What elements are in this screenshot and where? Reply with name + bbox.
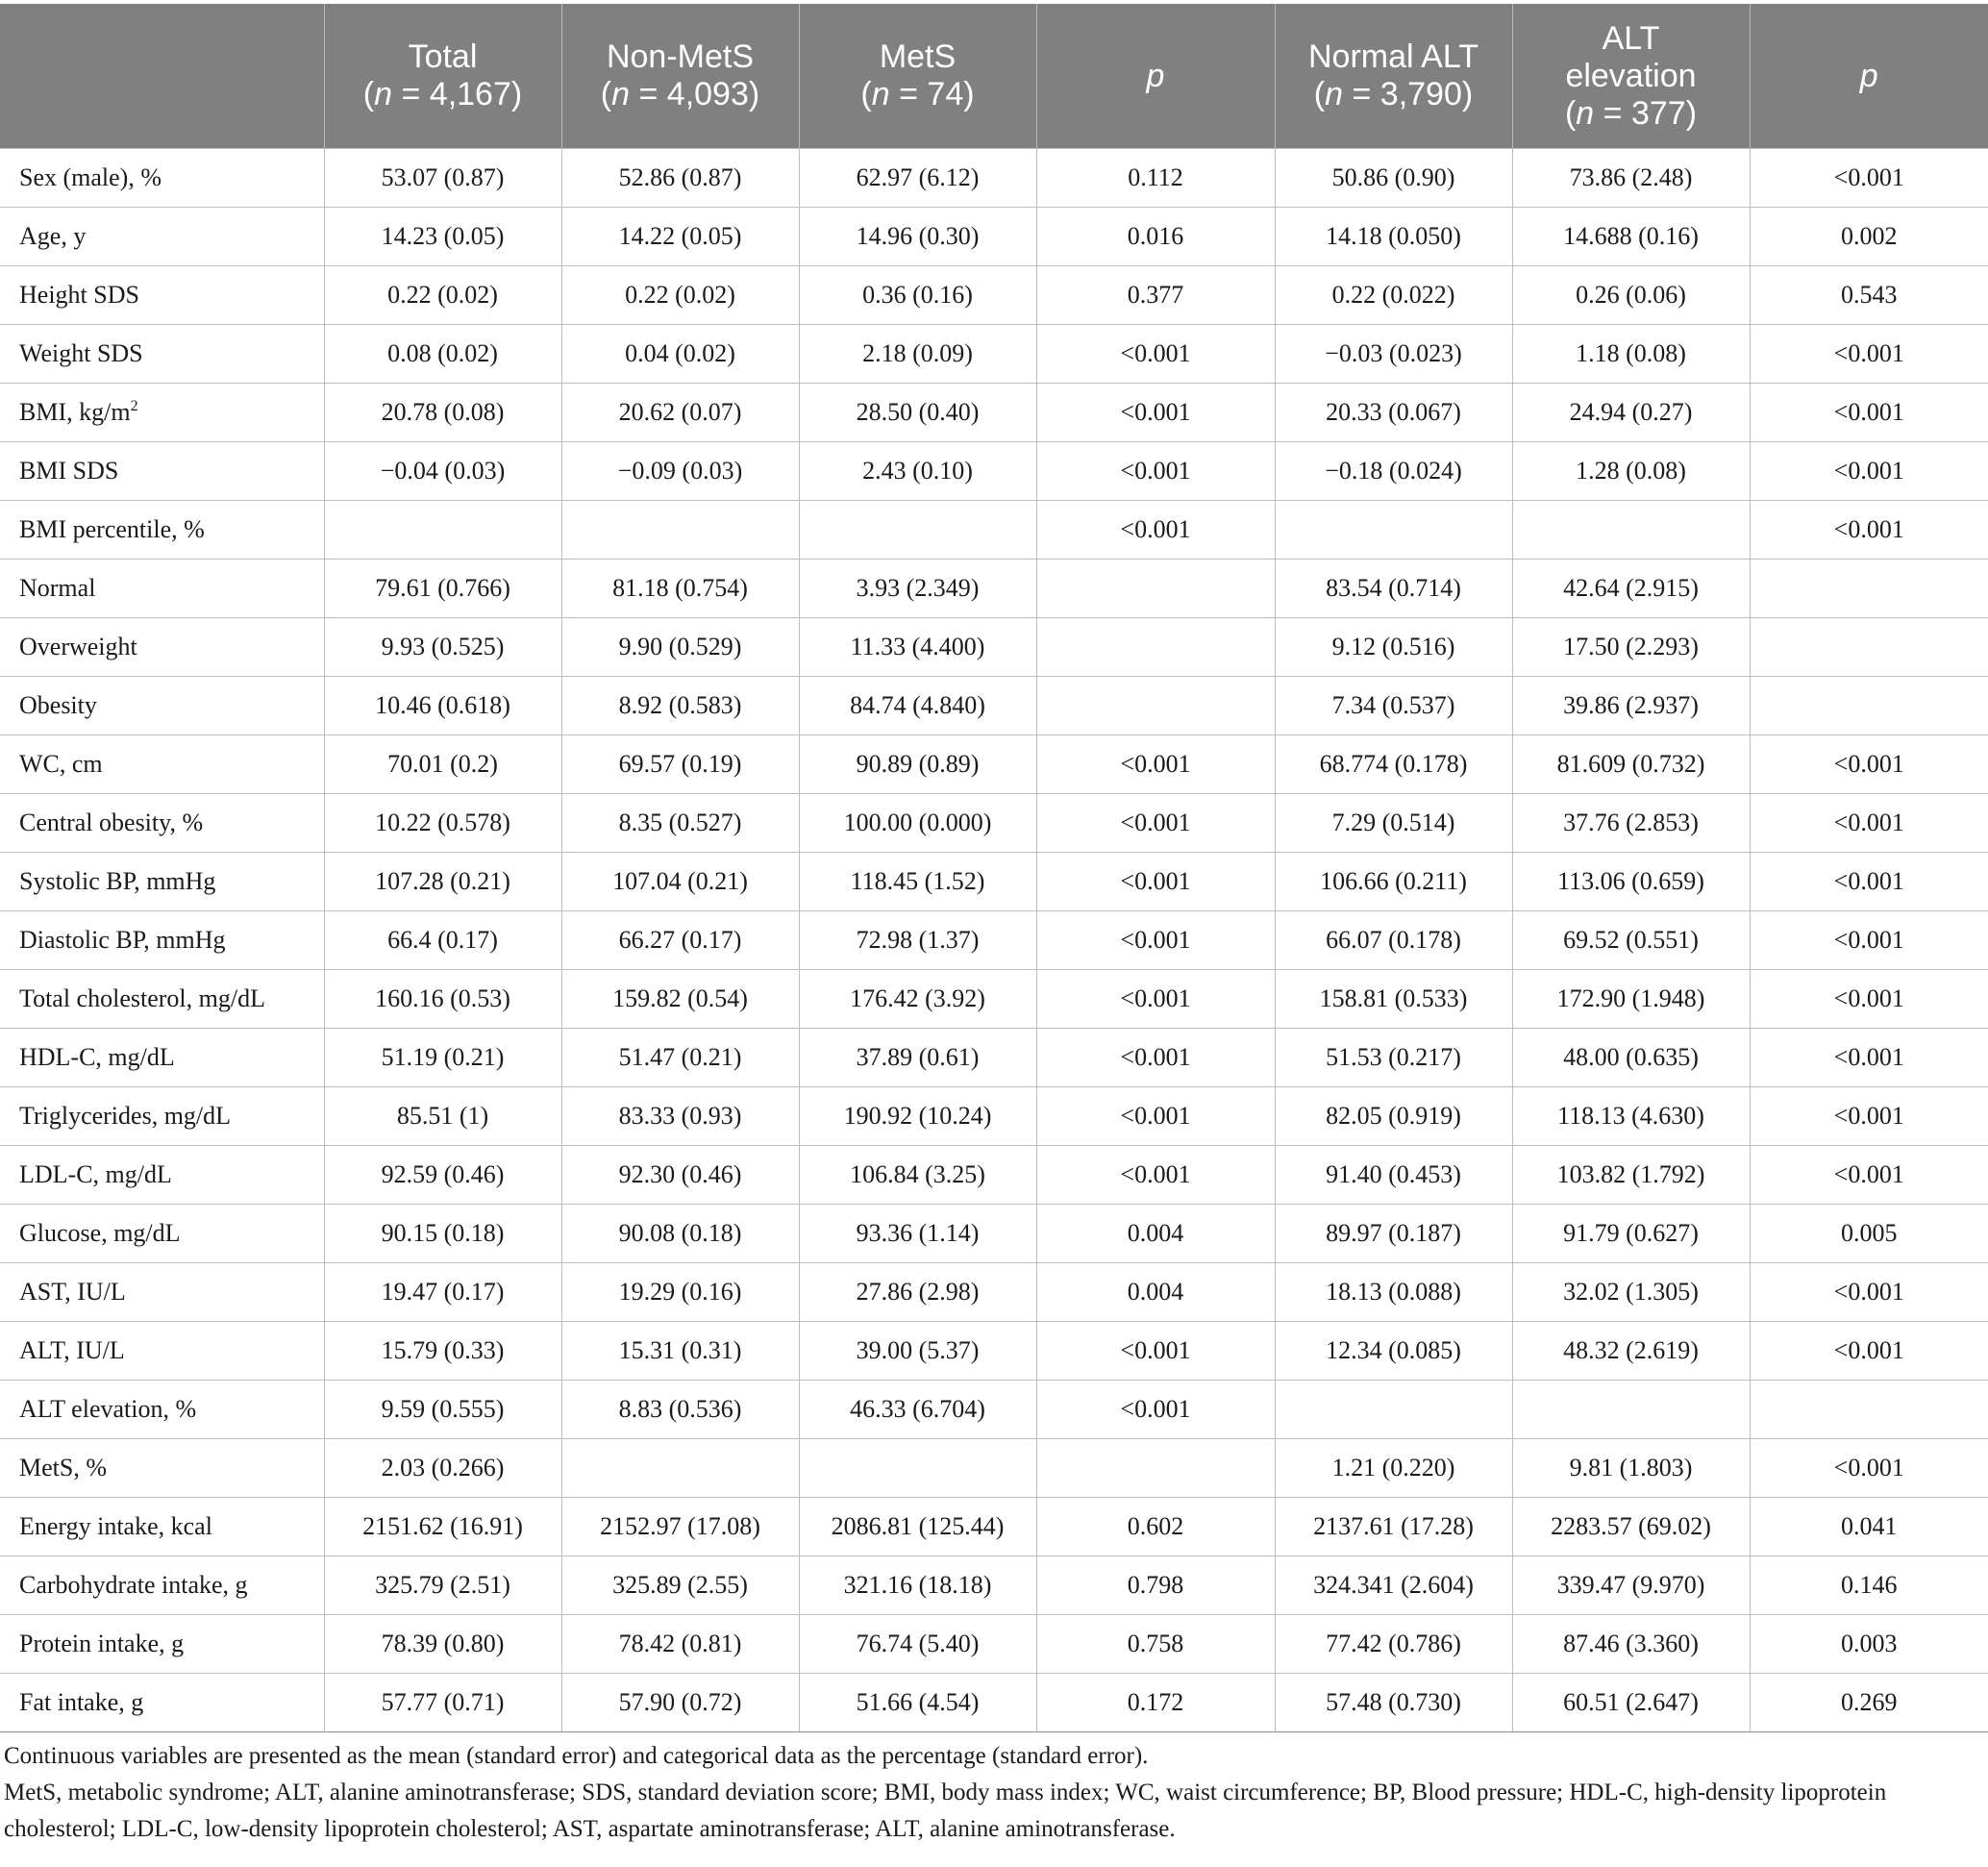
table-cell: 39.86 (2.937) — [1512, 677, 1750, 735]
table-cell: 158.81 (0.533) — [1275, 970, 1512, 1029]
row-label-superscript: 2 — [130, 398, 138, 414]
table-cell: 8.83 (0.536) — [561, 1381, 799, 1439]
table-cell — [1036, 677, 1275, 735]
table-cell: 37.89 (0.61) — [799, 1029, 1036, 1087]
table-cell — [1512, 501, 1750, 560]
table-cell: 0.269 — [1750, 1674, 1988, 1732]
row-label — [0, 1263, 324, 1322]
table-cell: 81.609 (0.732) — [1512, 735, 1750, 794]
table-cell: 60.51 (2.647) — [1512, 1674, 1750, 1732]
row-label — [0, 1322, 324, 1381]
table-cell: 0.004 — [1036, 1205, 1275, 1263]
table-cell: 0.758 — [1036, 1615, 1275, 1674]
table-cell: 100.00 (0.000) — [799, 794, 1036, 853]
row-label-text: AST, IU/L — [19, 1278, 126, 1306]
table-row — [0, 1205, 1988, 1263]
table-cell: 32.02 (1.305) — [1512, 1263, 1750, 1322]
table-cell: 118.45 (1.52) — [799, 853, 1036, 911]
row-label-text: MetS, % — [19, 1454, 107, 1481]
table-cell: <0.001 — [1750, 384, 1988, 442]
row-label-text: Weight SDS — [19, 339, 143, 367]
column-header-1 — [324, 4, 561, 149]
table-cell: 77.42 (0.786) — [1275, 1615, 1512, 1674]
table-row — [0, 1029, 1988, 1087]
table-body — [0, 149, 1988, 1732]
table-row — [0, 1322, 1988, 1381]
table-cell: 57.48 (0.730) — [1275, 1674, 1512, 1732]
table-cell: 10.22 (0.578) — [324, 794, 561, 853]
table-row — [0, 1615, 1988, 1674]
table-cell: 70.01 (0.2) — [324, 735, 561, 794]
table-cell: 172.90 (1.948) — [1512, 970, 1750, 1029]
row-label-text: Sex (male), % — [19, 163, 162, 191]
table-cell: 87.46 (3.360) — [1512, 1615, 1750, 1674]
table-cell: 113.06 (0.659) — [1512, 853, 1750, 911]
table-row — [0, 1263, 1988, 1322]
column-header-7 — [1750, 4, 1988, 149]
table-row — [0, 1674, 1988, 1732]
table-cell: 92.30 (0.46) — [561, 1146, 799, 1205]
table-cell: 9.81 (1.803) — [1512, 1439, 1750, 1498]
table-cell: 50.86 (0.90) — [1275, 149, 1512, 208]
column-header-line: p — [1859, 57, 1878, 94]
table-cell: 52.86 (0.87) — [561, 149, 799, 208]
table-cell: 78.39 (0.80) — [324, 1615, 561, 1674]
table-cell: <0.001 — [1750, 1146, 1988, 1205]
table-cell: 85.51 (1) — [324, 1087, 561, 1146]
table-cell: <0.001 — [1750, 325, 1988, 384]
row-label-text: ALT, IU/L — [19, 1336, 125, 1364]
table-cell: 66.07 (0.178) — [1275, 911, 1512, 970]
table-cell: 0.112 — [1036, 149, 1275, 208]
table-cell: 7.34 (0.537) — [1275, 677, 1512, 735]
table-cell: <0.001 — [1036, 1322, 1275, 1381]
row-label — [0, 384, 324, 442]
table-cell: 39.00 (5.37) — [799, 1322, 1036, 1381]
table-header-row — [0, 4, 1988, 149]
table-cell: 57.77 (0.71) — [324, 1674, 561, 1732]
row-label — [0, 735, 324, 794]
table-cell: 20.33 (0.067) — [1275, 384, 1512, 442]
table-cell: 9.59 (0.555) — [324, 1381, 561, 1439]
table-cell: 14.688 (0.16) — [1512, 208, 1750, 266]
column-header-5 — [1275, 4, 1512, 149]
table-cell: 107.28 (0.21) — [324, 853, 561, 911]
table-cell: 14.96 (0.30) — [799, 208, 1036, 266]
row-label-text: BMI SDS — [19, 457, 119, 485]
table-cell: 42.64 (2.915) — [1512, 560, 1750, 618]
column-header-line: ALT — [1602, 19, 1660, 57]
column-header-line: (n = 377) — [1564, 94, 1698, 132]
table-cell: 37.76 (2.853) — [1512, 794, 1750, 853]
row-label-text: Total cholesterol, mg/dL — [19, 984, 265, 1012]
table-cell: 0.172 — [1036, 1674, 1275, 1732]
table-cell: −0.18 (0.024) — [1275, 442, 1512, 501]
row-label — [0, 1146, 324, 1205]
table-cell — [1750, 1381, 1988, 1439]
table-cell: 2137.61 (17.28) — [1275, 1498, 1512, 1556]
row-label — [0, 1556, 324, 1615]
table-cell: <0.001 — [1750, 442, 1988, 501]
table-cell: <0.001 — [1036, 1381, 1275, 1439]
table-cell: <0.001 — [1750, 1263, 1988, 1322]
table-cell — [324, 501, 561, 560]
table-cell — [1036, 560, 1275, 618]
table-cell: 103.82 (1.792) — [1512, 1146, 1750, 1205]
table-cell: <0.001 — [1036, 853, 1275, 911]
column-header-line: elevation — [1565, 57, 1697, 94]
table-row — [0, 501, 1988, 560]
table-cell: 12.34 (0.085) — [1275, 1322, 1512, 1381]
table-cell: 0.146 — [1750, 1556, 1988, 1615]
table-cell: 27.86 (2.98) — [799, 1263, 1036, 1322]
table-cell — [799, 1439, 1036, 1498]
row-label — [0, 149, 324, 208]
table-footnotes — [0, 1732, 1988, 1848]
table-cell: 325.89 (2.55) — [561, 1556, 799, 1615]
row-label — [0, 1381, 324, 1439]
table-cell: <0.001 — [1036, 794, 1275, 853]
table-row — [0, 911, 1988, 970]
table-cell: <0.001 — [1750, 1029, 1988, 1087]
table-cell: 90.08 (0.18) — [561, 1205, 799, 1263]
column-header-line: Non-MetS — [606, 38, 755, 75]
column-header-line: p — [1146, 57, 1165, 94]
table-cell: 46.33 (6.704) — [799, 1381, 1036, 1439]
table-cell: 0.016 — [1036, 208, 1275, 266]
table-cell: 81.18 (0.754) — [561, 560, 799, 618]
row-label — [0, 208, 324, 266]
row-label-text: Age, y — [19, 222, 87, 250]
table-cell: <0.001 — [1750, 1322, 1988, 1381]
table-cell: 48.00 (0.635) — [1512, 1029, 1750, 1087]
table-cell: 51.66 (4.54) — [799, 1674, 1036, 1732]
table-cell: 160.16 (0.53) — [324, 970, 561, 1029]
table-cell: 93.36 (1.14) — [799, 1205, 1036, 1263]
column-header-4 — [1036, 4, 1275, 149]
row-label — [0, 618, 324, 677]
table-row — [0, 1087, 1988, 1146]
table-cell: 118.13 (4.630) — [1512, 1087, 1750, 1146]
table-cell — [1036, 1439, 1275, 1498]
table-cell: 0.22 (0.02) — [324, 266, 561, 325]
table-cell: 51.19 (0.21) — [324, 1029, 561, 1087]
row-label-text: Glucose, mg/dL — [19, 1219, 181, 1247]
table-row — [0, 1381, 1988, 1439]
row-label — [0, 970, 324, 1029]
row-label-text: Obesity — [19, 691, 97, 719]
table-cell: 0.002 — [1750, 208, 1988, 266]
table-cell — [561, 501, 799, 560]
table-cell: 0.08 (0.02) — [324, 325, 561, 384]
table-cell: 0.602 — [1036, 1498, 1275, 1556]
table-cell: 83.33 (0.93) — [561, 1087, 799, 1146]
column-header-line: (n = 74) — [860, 76, 975, 112]
table-cell: 0.798 — [1036, 1556, 1275, 1615]
row-label-text: Energy intake, kcal — [19, 1512, 212, 1540]
row-label-text: HDL-C, mg/dL — [19, 1043, 175, 1071]
table-cell: 11.33 (4.400) — [799, 618, 1036, 677]
table-cell: 66.4 (0.17) — [324, 911, 561, 970]
table-cell: 79.61 (0.766) — [324, 560, 561, 618]
table-cell: 20.78 (0.08) — [324, 384, 561, 442]
table-row — [0, 442, 1988, 501]
table-cell: 18.13 (0.088) — [1275, 1263, 1512, 1322]
table-row — [0, 560, 1988, 618]
row-label-text: WC, cm — [19, 750, 103, 778]
table-cell: 8.92 (0.583) — [561, 677, 799, 735]
table-cell: 0.22 (0.02) — [561, 266, 799, 325]
table-row — [0, 618, 1988, 677]
footnote-presentation: Continuous variables are presented as the mean (standard error) and categorical data as the percentage (standard error). — [4, 1743, 1149, 1769]
column-header-line: Normal ALT — [1308, 38, 1479, 75]
table-cell: 0.041 — [1750, 1498, 1988, 1556]
table-cell: 82.05 (0.919) — [1275, 1087, 1512, 1146]
table-container — [0, 4, 1988, 1848]
table-cell: <0.001 — [1036, 1029, 1275, 1087]
table-cell: 1.21 (0.220) — [1275, 1439, 1512, 1498]
table-cell: <0.001 — [1750, 735, 1988, 794]
row-label-text: BMI percentile, % — [19, 515, 205, 543]
table-cell: 91.40 (0.453) — [1275, 1146, 1512, 1205]
row-label-text: LDL-C, mg/dL — [19, 1160, 172, 1188]
table-row — [0, 325, 1988, 384]
table-cell: 15.31 (0.31) — [561, 1322, 799, 1381]
table-row — [0, 1439, 1988, 1498]
table-cell: <0.001 — [1750, 970, 1988, 1029]
column-header-line: Total — [408, 38, 478, 75]
table-cell: 2.03 (0.266) — [324, 1439, 561, 1498]
table-cell: 106.84 (3.25) — [799, 1146, 1036, 1205]
footnote-abbreviations: MetS, metabolic syndrome; ALT, alanine aminotransferase; SDS, standard deviation score; BMI, body mass index; WC, waist circumference; BP, Blood pressure; HDL-C, high-density lipoprotein cholesterol; LDL-C, low-density lipoprotein cholesterol; AST, aspartate aminotransferase; ALT, alanine aminotransferase. — [4, 1780, 1887, 1842]
table-cell: 19.29 (0.16) — [561, 1263, 799, 1322]
table-cell: 48.32 (2.619) — [1512, 1322, 1750, 1381]
table-cell: 53.07 (0.87) — [324, 149, 561, 208]
table-cell — [1750, 677, 1988, 735]
row-label-text: Height SDS — [19, 281, 139, 309]
table-cell: 90.89 (0.89) — [799, 735, 1036, 794]
table-row — [0, 149, 1988, 208]
table-cell — [1036, 618, 1275, 677]
table-row — [0, 677, 1988, 735]
row-label — [0, 1674, 324, 1732]
table-cell: <0.001 — [1750, 911, 1988, 970]
table-cell: 9.90 (0.529) — [561, 618, 799, 677]
table-cell: 0.005 — [1750, 1205, 1988, 1263]
table-cell: 3.93 (2.349) — [799, 560, 1036, 618]
table-cell: −0.04 (0.03) — [324, 442, 561, 501]
column-header-line: MetS — [879, 38, 957, 75]
row-label-text: Protein intake, g — [19, 1630, 185, 1657]
table-cell: 51.47 (0.21) — [561, 1029, 799, 1087]
table-cell: 84.74 (4.840) — [799, 677, 1036, 735]
table-cell: 92.59 (0.46) — [324, 1146, 561, 1205]
row-label-text: Carbohydrate intake, g — [19, 1571, 248, 1599]
table-cell: 91.79 (0.627) — [1512, 1205, 1750, 1263]
table-cell — [1275, 501, 1512, 560]
row-label — [0, 1205, 324, 1263]
table-cell: 78.42 (0.81) — [561, 1615, 799, 1674]
row-label — [0, 1087, 324, 1146]
table-cell: 28.50 (0.40) — [799, 384, 1036, 442]
table-cell: 73.86 (2.48) — [1512, 149, 1750, 208]
row-label — [0, 266, 324, 325]
table-cell: 106.66 (0.211) — [1275, 853, 1512, 911]
table-cell: 2.18 (0.09) — [799, 325, 1036, 384]
table-cell: 0.22 (0.022) — [1275, 266, 1512, 325]
row-label — [0, 1498, 324, 1556]
table-cell: 14.18 (0.050) — [1275, 208, 1512, 266]
column-header-3 — [799, 4, 1036, 149]
table-row — [0, 266, 1988, 325]
table-cell: <0.001 — [1750, 853, 1988, 911]
table-cell: 8.35 (0.527) — [561, 794, 799, 853]
table-row — [0, 794, 1988, 853]
table-cell: 0.003 — [1750, 1615, 1988, 1674]
table-cell: 1.28 (0.08) — [1512, 442, 1750, 501]
row-label — [0, 501, 324, 560]
row-label-text: Diastolic BP, mmHg — [19, 926, 226, 954]
table-cell: 89.97 (0.187) — [1275, 1205, 1512, 1263]
row-label-text: Central obesity, % — [19, 809, 204, 836]
table-cell — [1750, 618, 1988, 677]
row-label-text: Systolic BP, mmHg — [19, 867, 216, 895]
table-cell: 10.46 (0.618) — [324, 677, 561, 735]
table-cell: <0.001 — [1036, 1087, 1275, 1146]
table-cell: 107.04 (0.21) — [561, 853, 799, 911]
table-row — [0, 853, 1988, 911]
table-cell: <0.001 — [1036, 325, 1275, 384]
table-row — [0, 384, 1988, 442]
table-row — [0, 1146, 1988, 1205]
table-cell: 69.57 (0.19) — [561, 735, 799, 794]
table-cell: 325.79 (2.51) — [324, 1556, 561, 1615]
row-label — [0, 1615, 324, 1674]
table-cell: 20.62 (0.07) — [561, 384, 799, 442]
table-row — [0, 1556, 1988, 1615]
row-label — [0, 442, 324, 501]
table-cell: 1.18 (0.08) — [1512, 325, 1750, 384]
table-cell: 19.47 (0.17) — [324, 1263, 561, 1322]
table-cell: 66.27 (0.17) — [561, 911, 799, 970]
table-cell: 51.53 (0.217) — [1275, 1029, 1512, 1087]
table-cell: 2283.57 (69.02) — [1512, 1498, 1750, 1556]
table-cell: 2086.81 (125.44) — [799, 1498, 1036, 1556]
table-cell: 339.47 (9.970) — [1512, 1556, 1750, 1615]
column-header-2 — [561, 4, 799, 149]
table-cell: 2152.97 (17.08) — [561, 1498, 799, 1556]
table-cell: <0.001 — [1750, 1087, 1988, 1146]
table-cell: 7.29 (0.514) — [1275, 794, 1512, 853]
table-cell: 0.26 (0.06) — [1512, 266, 1750, 325]
table-cell: 2151.62 (16.91) — [324, 1498, 561, 1556]
table-cell — [1275, 1381, 1512, 1439]
table-cell: 69.52 (0.551) — [1512, 911, 1750, 970]
column-header-line: (n = 4,093) — [600, 76, 760, 112]
table-cell: <0.001 — [1036, 442, 1275, 501]
row-label — [0, 1439, 324, 1498]
table-cell: 321.16 (18.18) — [799, 1556, 1036, 1615]
table-cell: 324.341 (2.604) — [1275, 1556, 1512, 1615]
row-label — [0, 1029, 324, 1087]
table-cell: <0.001 — [1036, 501, 1275, 560]
row-label — [0, 853, 324, 911]
row-label-text: Fat intake, g — [19, 1688, 144, 1716]
table-cell: <0.001 — [1750, 1439, 1988, 1498]
row-label — [0, 677, 324, 735]
characteristics-table — [0, 4, 1988, 1732]
table-cell: 159.82 (0.54) — [561, 970, 799, 1029]
table-cell: 83.54 (0.714) — [1275, 560, 1512, 618]
table-cell: 14.23 (0.05) — [324, 208, 561, 266]
table-cell: 190.92 (10.24) — [799, 1087, 1036, 1146]
table-cell: −0.09 (0.03) — [561, 442, 799, 501]
column-header-0 — [0, 4, 324, 149]
table-cell: 24.94 (0.27) — [1512, 384, 1750, 442]
row-label — [0, 325, 324, 384]
table-cell: 62.97 (6.12) — [799, 149, 1036, 208]
table-cell: 90.15 (0.18) — [324, 1205, 561, 1263]
row-label — [0, 794, 324, 853]
table-cell: −0.03 (0.023) — [1275, 325, 1512, 384]
column-header-line: (n = 4,167) — [362, 76, 523, 112]
table-row — [0, 970, 1988, 1029]
table-cell: <0.001 — [1036, 911, 1275, 970]
column-header-6 — [1512, 4, 1750, 149]
row-label-text: Triglycerides, mg/dL — [19, 1102, 232, 1130]
table-cell: 57.90 (0.72) — [561, 1674, 799, 1732]
table-cell — [1750, 560, 1988, 618]
table-cell: 9.12 (0.516) — [1275, 618, 1512, 677]
table-cell: <0.001 — [1750, 501, 1988, 560]
table-cell: <0.001 — [1750, 794, 1988, 853]
table-cell: <0.001 — [1036, 970, 1275, 1029]
table-cell: <0.001 — [1036, 735, 1275, 794]
table-cell: 0.004 — [1036, 1263, 1275, 1322]
table-cell: 72.98 (1.37) — [799, 911, 1036, 970]
table-cell: 0.36 (0.16) — [799, 266, 1036, 325]
table-cell: 76.74 (5.40) — [799, 1615, 1036, 1674]
table-cell: 0.04 (0.02) — [561, 325, 799, 384]
table-cell: 0.377 — [1036, 266, 1275, 325]
table-cell: <0.001 — [1750, 149, 1988, 208]
table-cell — [561, 1439, 799, 1498]
table-cell: 14.22 (0.05) — [561, 208, 799, 266]
table-cell: 0.543 — [1750, 266, 1988, 325]
table-cell: 2.43 (0.10) — [799, 442, 1036, 501]
row-label-text: ALT elevation, % — [19, 1395, 197, 1423]
table-cell: 17.50 (2.293) — [1512, 618, 1750, 677]
row-label-text: BMI, kg/m — [19, 398, 131, 426]
row-label-text: Overweight — [19, 633, 137, 660]
column-header-line: (n = 3,790) — [1313, 76, 1474, 112]
table-row — [0, 735, 1988, 794]
table-cell: 15.79 (0.33) — [324, 1322, 561, 1381]
table-cell: 9.93 (0.525) — [324, 618, 561, 677]
table-cell: 68.774 (0.178) — [1275, 735, 1512, 794]
table-cell — [1512, 1381, 1750, 1439]
table-row — [0, 1498, 1988, 1556]
table-cell: <0.001 — [1036, 384, 1275, 442]
table-cell: <0.001 — [1036, 1146, 1275, 1205]
row-label-text: Normal — [19, 574, 96, 602]
row-label — [0, 560, 324, 618]
row-label — [0, 911, 324, 970]
table-cell — [799, 501, 1036, 560]
table-cell: 176.42 (3.92) — [799, 970, 1036, 1029]
table-row — [0, 208, 1988, 266]
